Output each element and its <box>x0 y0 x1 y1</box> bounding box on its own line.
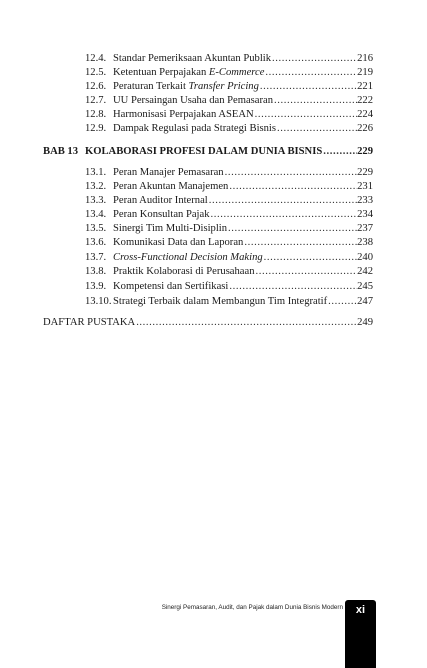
toc-entry-12-5[interactable] <box>85 66 373 80</box>
toc-chapter-13[interactable] <box>43 145 373 159</box>
entry-page: 238 <box>357 237 373 248</box>
dot-leader <box>227 222 357 236</box>
toc-entry-13-3[interactable] <box>85 194 373 208</box>
entry-number: 13.3. <box>85 195 107 206</box>
entry-number: 12.5. <box>85 67 107 78</box>
dot-leader <box>224 166 358 180</box>
dot-leader <box>135 316 357 330</box>
entry-title: UU Persaingan Usaha dan Pemasaran <box>113 95 274 106</box>
chapter-page: 229 <box>357 146 373 157</box>
entry-title: Peran Manajer Pemasaran <box>113 167 224 178</box>
entry-title: Kompetensi dan Sertifikasi <box>113 281 229 292</box>
entry-page: 222 <box>357 95 373 106</box>
toc-entry-12-4[interactable] <box>85 52 373 66</box>
entry-number: 12.4. <box>85 53 107 64</box>
entry-title: Peran Auditor Internal <box>113 195 208 206</box>
entry-number: 12.6. <box>85 81 107 92</box>
toc-entry-13-9[interactable] <box>85 280 373 294</box>
entry-title-text: Ketentuan Perpajakan <box>113 67 209 78</box>
dot-leader <box>322 145 357 159</box>
entry-title: Peran Konsultan Pajak <box>113 209 210 220</box>
entry-page: 231 <box>357 181 373 192</box>
dot-leader <box>259 80 357 94</box>
entry-title: Cross-Functional Decision Making <box>113 252 263 263</box>
entry-page: 245 <box>357 281 373 292</box>
entry-number: 13.8. <box>85 266 107 277</box>
dot-leader <box>327 295 357 309</box>
toc-entry-13-8[interactable] <box>85 265 373 279</box>
toc-entry-13-6[interactable] <box>85 236 373 250</box>
dot-leader <box>208 194 357 208</box>
entry-title-text: Peraturan Terkait <box>113 81 189 92</box>
entry-title-italic: Transfer Pricing <box>188 81 259 92</box>
toc-entry-13-1[interactable] <box>85 166 373 180</box>
entry-number: 13.4. <box>85 209 107 220</box>
toc-entry-13-5[interactable] <box>85 222 373 236</box>
dot-leader <box>271 52 357 66</box>
bibliography-page: 249 <box>357 317 373 328</box>
entry-number: 13.10. <box>85 296 112 307</box>
page-number-tab <box>345 600 376 668</box>
entry-title: Sinergi Tim Multi-Disiplin <box>113 223 228 234</box>
running-footer-title: Sinergi Pemasaran, Audit, dan Pajak dalam Dunia Bisnis Modern <box>161 604 343 611</box>
entry-number: 13.5. <box>85 223 107 234</box>
entry-number: 12.7. <box>85 95 107 106</box>
toc-entry-13-7[interactable] <box>85 251 373 265</box>
dot-leader <box>254 108 357 122</box>
toc-entry-12-7[interactable] <box>85 94 373 108</box>
toc-entry-13-10[interactable] <box>85 295 373 309</box>
dot-leader <box>255 265 358 279</box>
entry-title: Peran Akuntan Manajemen <box>113 181 229 192</box>
entry-title: Standar Pemeriksaan Akuntan Publik <box>113 53 272 64</box>
entry-title: Dampak Regulasi pada Strategi Bisnis <box>113 123 276 134</box>
entry-page: 233 <box>357 195 373 206</box>
entry-title <box>113 80 259 94</box>
entry-page: 224 <box>357 109 373 120</box>
dot-leader <box>243 236 357 250</box>
entry-number: 13.6. <box>85 237 107 248</box>
entry-page: 221 <box>357 81 373 92</box>
dot-leader <box>263 251 357 265</box>
entry-number: 13.2. <box>85 181 107 192</box>
dot-leader <box>273 94 357 108</box>
page-number: xi <box>355 604 366 616</box>
entry-page: 234 <box>357 209 373 220</box>
entry-page: 219 <box>357 67 373 78</box>
entry-title: Komunikasi Data dan Laporan <box>113 237 244 248</box>
entry-title <box>113 66 264 80</box>
toc-entry-12-6[interactable] <box>85 80 373 94</box>
entry-page: 242 <box>357 266 373 277</box>
toc-bibliography[interactable] <box>43 316 373 330</box>
dot-leader <box>228 280 357 294</box>
entry-title: Harmonisasi Perpajakan ASEAN <box>113 109 254 120</box>
dot-leader <box>276 122 357 136</box>
entry-number: 13.7. <box>85 252 107 263</box>
entry-number: 12.8. <box>85 109 107 120</box>
toc-entry-13-4[interactable] <box>85 208 373 222</box>
chapter-title: KOLABORASI PROFESI DALAM DUNIA BISNIS <box>85 146 323 157</box>
chapter-number: BAB 13 <box>43 146 79 157</box>
entry-number: 13.1. <box>85 167 107 178</box>
entry-page: 240 <box>357 252 373 263</box>
entry-page: 247 <box>357 296 373 307</box>
entry-title: Praktik Kolaborasi di Perusahaan <box>113 266 255 277</box>
dot-leader <box>210 208 358 222</box>
entry-number: 13.9. <box>85 281 107 292</box>
entry-page: 229 <box>357 167 373 178</box>
dot-leader <box>264 66 357 80</box>
toc-entry-12-9[interactable] <box>85 122 373 136</box>
entry-page: 226 <box>357 123 373 134</box>
entry-number: 12.9. <box>85 123 107 134</box>
entry-title: Strategi Terbaik dalam Membangun Tim Integratif <box>113 296 328 307</box>
toc-entry-13-2[interactable] <box>85 180 373 194</box>
dot-leader <box>228 180 357 194</box>
toc-entry-12-8[interactable] <box>85 108 373 122</box>
entry-page: 216 <box>357 53 373 64</box>
entry-title-italic: E-Commerce <box>208 67 265 78</box>
bibliography-title: DAFTAR PUSTAKA <box>43 317 136 328</box>
entry-page: 237 <box>357 223 373 234</box>
